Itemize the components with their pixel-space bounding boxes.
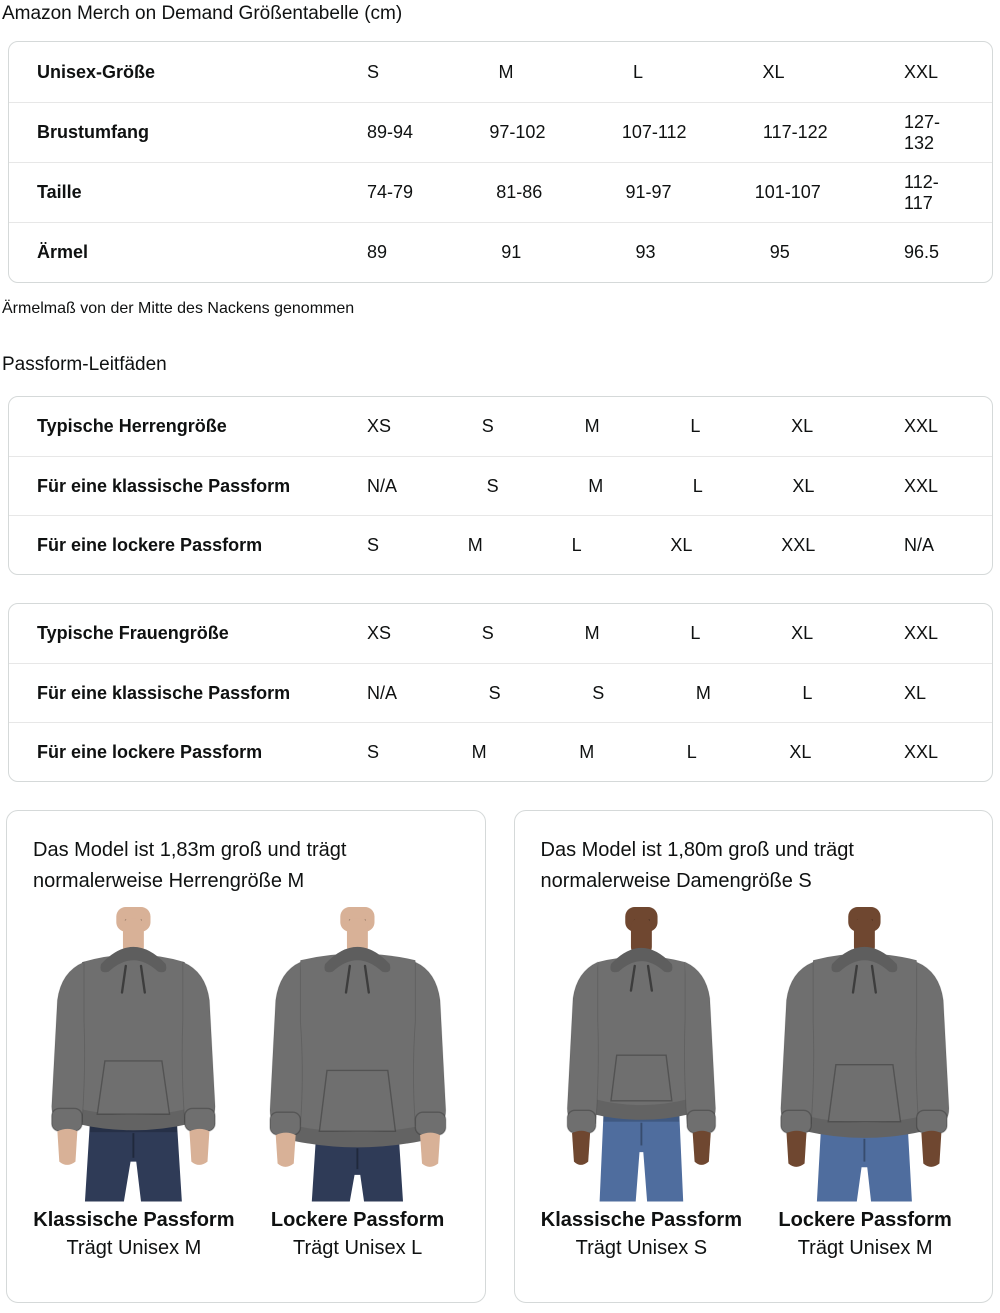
value-cell: L — [692, 475, 703, 496]
row-label: Für eine lockere Passform — [37, 741, 263, 762]
value-cell: 91 — [501, 242, 522, 262]
worn-size-label: Trägt Unisex S — [575, 1236, 708, 1259]
value-cell: M — [579, 741, 595, 762]
male-model-card — [6, 810, 486, 1303]
row-label: Unisex-Größe — [37, 61, 156, 82]
value-cell: 89-94 — [367, 122, 414, 142]
model-figures — [27, 907, 465, 1264]
size-cell: XXL — [904, 61, 939, 82]
value-cell: XL — [792, 475, 815, 496]
value-cell: S — [367, 741, 380, 762]
table-row — [9, 456, 992, 515]
value-cell: XXL — [781, 534, 816, 555]
page-title: Amazon Merch on Demand Größentabelle (cm) — [2, 3, 403, 24]
sleeve-measurement-note: Ärmelmaß von der Mitte des Nackens genommen — [2, 300, 355, 317]
row-label: Typische Herrengröße — [37, 416, 227, 436]
worn-size-label: Trägt Unisex L — [292, 1236, 423, 1259]
fit-type-label: Klassische Passform — [540, 1208, 742, 1231]
unisex-size-table — [8, 41, 993, 283]
row-label: Brustumfang — [37, 122, 149, 142]
value-cell: 97-102 — [489, 122, 546, 142]
value-cell: 81-86 — [496, 182, 543, 202]
table-row — [9, 102, 992, 162]
model-description: Das Model ist 1,83m groß und trägt normalerweise Herrengröße M — [33, 839, 347, 892]
value-cell: N/A — [367, 475, 398, 496]
value-cell: 112-117 — [904, 171, 939, 213]
size-cell: XS — [367, 416, 392, 436]
table-row — [9, 722, 992, 781]
model-photo-male-loose-fit — [251, 907, 465, 1264]
table-header-row — [9, 397, 992, 456]
value-cell: M — [471, 741, 487, 762]
value-cell: M — [467, 534, 483, 555]
value-cell: 89 — [367, 242, 388, 262]
value-cell: S — [486, 475, 499, 496]
size-cell: XL — [791, 623, 814, 643]
value-cell: 74-79 — [367, 182, 414, 202]
womens-fit-table — [8, 603, 993, 782]
mens-fit-table — [8, 396, 993, 575]
value-cell: L — [686, 741, 697, 762]
value-cell: L — [571, 534, 582, 555]
value-cell: S — [367, 534, 380, 555]
size-cell: L — [690, 416, 701, 436]
value-cell: XXL — [903, 475, 938, 496]
value-cell: 107-112 — [621, 122, 687, 142]
row-label: Typische Frauengröße — [37, 623, 229, 643]
size-cell: L — [690, 623, 701, 643]
fit-type-label: Lockere Passform — [778, 1208, 952, 1231]
value-cell: XL — [670, 534, 693, 555]
size-cell: XXL — [903, 623, 939, 643]
value-cell: 91-97 — [625, 182, 672, 202]
value-cell: 117-122 — [762, 122, 828, 142]
table-header-row — [9, 42, 992, 102]
value-cell: L — [802, 682, 813, 703]
size-cell: S — [481, 623, 494, 643]
size-cell: S — [367, 61, 380, 82]
value-cell: N/A — [904, 534, 935, 555]
size-cell: XXL — [903, 416, 939, 436]
model-photo-female-classic-fit — [535, 907, 749, 1264]
worn-size-label: Trägt Unisex M — [797, 1236, 933, 1259]
row-label: Für eine lockere Passform — [37, 534, 263, 555]
model-photo-male-classic-fit — [27, 907, 241, 1264]
row-label: Ärmel — [37, 242, 89, 262]
value-cell: 93 — [635, 242, 656, 262]
table-header-row — [9, 604, 992, 663]
row-label: Für eine klassische Passform — [37, 682, 291, 703]
value-cell: M — [695, 682, 711, 703]
value-cell: S — [592, 682, 605, 703]
value-cell: M — [588, 475, 604, 496]
fit-type-label: Lockere Passform — [270, 1208, 445, 1231]
size-cell: M — [584, 623, 600, 643]
table-row — [9, 515, 992, 574]
table-row — [9, 222, 992, 282]
value-cell: S — [488, 682, 501, 703]
female-model-card — [514, 810, 994, 1303]
table-row — [9, 663, 992, 722]
size-cell: XL — [791, 416, 814, 436]
row-label: Für eine klassische Passform — [37, 475, 291, 496]
size-cell: L — [632, 61, 643, 82]
fit-type-label: Klassische Passform — [33, 1208, 235, 1231]
value-cell: 101-107 — [754, 182, 821, 202]
table-row — [9, 162, 992, 222]
size-cell: M — [498, 61, 514, 82]
value-cell: 95 — [769, 242, 790, 262]
size-cell: XL — [762, 61, 785, 82]
model-figures — [535, 907, 973, 1264]
row-label: Taille — [37, 182, 82, 202]
fit-guides-heading: Passform-Leitfäden — [2, 354, 167, 375]
size-cell: S — [481, 416, 494, 436]
value-cell: 127-132 — [904, 111, 941, 153]
value-cell: 96.5 — [904, 242, 940, 262]
model-cards — [6, 810, 993, 1303]
model-description: Das Model ist 1,80m groß und trägt normalerweise Damengröße S — [540, 839, 854, 892]
value-cell: XXL — [904, 741, 939, 762]
model-photo-female-loose-fit — [758, 907, 972, 1264]
size-cell: XS — [367, 623, 392, 643]
value-cell: XL — [789, 741, 812, 762]
value-cell: XL — [904, 682, 927, 703]
worn-size-label: Trägt Unisex M — [66, 1236, 202, 1259]
value-cell: N/A — [367, 682, 398, 703]
size-cell: M — [584, 416, 600, 436]
